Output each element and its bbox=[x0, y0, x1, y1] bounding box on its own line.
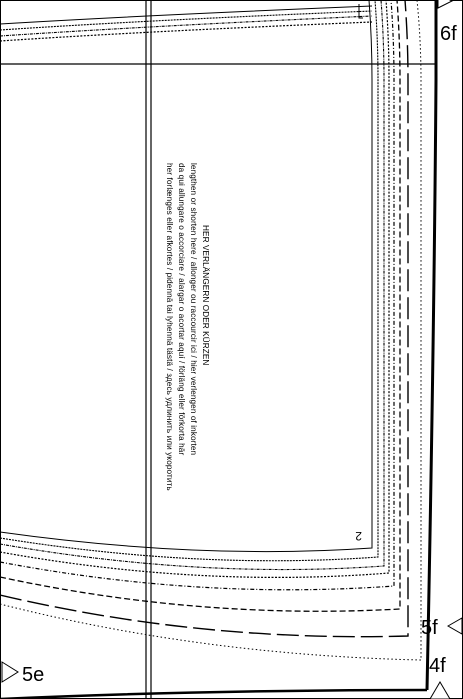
marker-label-6f: 6f bbox=[440, 23, 457, 45]
instruction-line-2: lengthen or shorten here / allonger ou raccourcir ici / hier verlengen of inkorten bbox=[189, 163, 198, 456]
instruction-line-1: HER VERLÄNGERN ODER KÜRZEN bbox=[201, 225, 210, 366]
marker-label-5e: 5e bbox=[22, 664, 45, 686]
instruction-line-3: da qui allungare o accorciare / alargar o acortar aquí / förläng eller förkorta här bbox=[177, 163, 186, 456]
sheet-border bbox=[1, 1, 463, 699]
instruction-line-4: her forlænges eller afkortes / pidennä tai lyhennä tästä / здесь удлинить или укоротить bbox=[165, 163, 174, 491]
inner-corner-number: 2 bbox=[355, 529, 362, 543]
marker-label-4f: 4f bbox=[429, 655, 446, 677]
marker-label-5f: 5f bbox=[421, 617, 438, 639]
